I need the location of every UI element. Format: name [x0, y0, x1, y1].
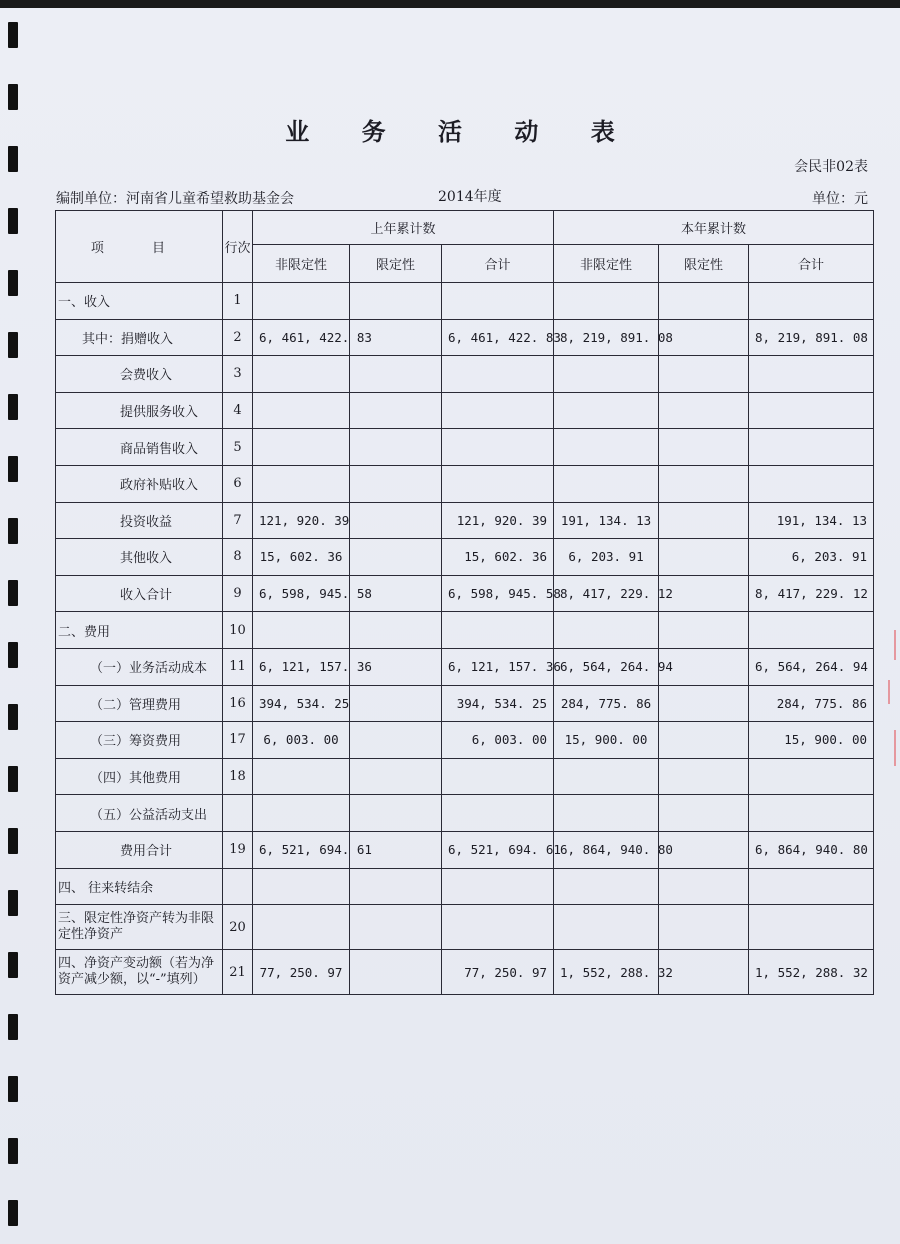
row-prev-total: 77, 250. 97 [442, 950, 554, 995]
row-prev-unrestricted [253, 758, 350, 795]
row-prev-unrestricted [253, 429, 350, 466]
row-prev-restricted [350, 905, 442, 950]
row-curr-total: 8, 417, 229. 12 [749, 575, 874, 612]
row-line: 10 [223, 612, 253, 649]
row-prev-unrestricted [253, 612, 350, 649]
row-item: 投资收益 [56, 502, 223, 539]
header-line-no: 行次 [223, 211, 253, 283]
row-prev-unrestricted: 394, 534. 25 [253, 685, 350, 722]
business-activity-table [55, 210, 874, 995]
row-curr-restricted [659, 612, 749, 649]
header-curr-unrestricted: 非限定性 [554, 245, 659, 283]
table-row [56, 465, 874, 502]
row-curr-total [749, 465, 874, 502]
header-curr-year: 本年累计数 [554, 211, 874, 245]
row-prev-total: 6, 003. 00 [442, 722, 554, 759]
row-curr-unrestricted: 6, 203. 91 [554, 539, 659, 576]
row-prev-unrestricted [253, 356, 350, 393]
row-curr-unrestricted: 8, 219, 891. 08 [554, 319, 659, 356]
header-curr-restricted: 限定性 [659, 245, 749, 283]
row-prev-total [442, 429, 554, 466]
table-row [56, 685, 874, 722]
row-curr-total: 8, 219, 891. 08 [749, 319, 874, 356]
table-row [56, 356, 874, 393]
row-curr-unrestricted [554, 465, 659, 502]
row-line: 16 [223, 685, 253, 722]
row-prev-restricted [350, 356, 442, 393]
row-prev-unrestricted: 77, 250. 97 [253, 950, 350, 995]
row-line: 19 [223, 831, 253, 868]
row-prev-restricted [350, 685, 442, 722]
row-curr-unrestricted: 284, 775. 86 [554, 685, 659, 722]
table-row [56, 283, 874, 320]
row-curr-restricted [659, 905, 749, 950]
row-line: 2 [223, 319, 253, 356]
row-prev-total [442, 392, 554, 429]
row-item: 收入合计 [56, 575, 223, 612]
row-prev-restricted [350, 795, 442, 832]
row-curr-total [749, 356, 874, 393]
row-curr-unrestricted [554, 429, 659, 466]
row-line: 9 [223, 575, 253, 612]
row-curr-restricted [659, 502, 749, 539]
row-prev-unrestricted [253, 465, 350, 502]
row-prev-restricted [350, 758, 442, 795]
row-prev-restricted [350, 868, 442, 905]
row-prev-restricted [350, 950, 442, 995]
row-curr-restricted [659, 356, 749, 393]
fiscal-period: 2014年度 [438, 189, 502, 205]
row-prev-total: 15, 602. 36 [442, 539, 554, 576]
header-prev-unrestricted: 非限定性 [253, 245, 350, 283]
row-item: 会费收入 [56, 356, 223, 393]
row-line: 7 [223, 502, 253, 539]
row-curr-restricted [659, 392, 749, 429]
row-curr-total [749, 795, 874, 832]
row-curr-total: 284, 775. 86 [749, 685, 874, 722]
row-curr-total: 1, 552, 288. 32 [749, 950, 874, 995]
header-prev-total: 合计 [442, 245, 554, 283]
row-prev-unrestricted [253, 283, 350, 320]
row-curr-unrestricted: 6, 864, 940. 80 [554, 831, 659, 868]
table-row [56, 539, 874, 576]
row-curr-restricted [659, 539, 749, 576]
row-item: （二）管理费用 [56, 685, 223, 722]
row-curr-total: 6, 203. 91 [749, 539, 874, 576]
row-prev-unrestricted: 6, 003. 00 [253, 722, 350, 759]
row-line [223, 795, 253, 832]
row-curr-total [749, 392, 874, 429]
header-row-top [56, 211, 874, 245]
row-line [223, 868, 253, 905]
row-curr-unrestricted: 6, 564, 264. 94 [554, 648, 659, 685]
row-curr-restricted [659, 429, 749, 466]
meta-row [56, 188, 868, 210]
row-curr-restricted [659, 795, 749, 832]
row-prev-restricted [350, 392, 442, 429]
row-curr-unrestricted: 8, 417, 229. 12 [554, 575, 659, 612]
row-prev-restricted [350, 539, 442, 576]
binding-holes [8, 12, 20, 1244]
row-curr-unrestricted: 15, 900. 00 [554, 722, 659, 759]
row-item: 其中：捐赠收入 [56, 319, 223, 356]
row-curr-total [749, 758, 874, 795]
row-prev-total: 6, 461, 422. 83 [442, 319, 554, 356]
row-prev-total: 6, 521, 694. 61 [442, 831, 554, 868]
header-curr-total: 合计 [749, 245, 874, 283]
row-item: 政府补贴收入 [56, 465, 223, 502]
row-curr-total: 15, 900. 00 [749, 722, 874, 759]
table-row [56, 612, 874, 649]
preparing-unit: 编制单位：河南省儿童希望救助基金会 [56, 191, 294, 207]
table-row [56, 502, 874, 539]
row-prev-total [442, 758, 554, 795]
row-curr-restricted [659, 758, 749, 795]
row-line: 18 [223, 758, 253, 795]
row-curr-restricted [659, 283, 749, 320]
row-curr-unrestricted [554, 356, 659, 393]
row-prev-total [442, 868, 554, 905]
row-curr-unrestricted: 1, 552, 288. 32 [554, 950, 659, 995]
row-curr-total: 6, 864, 940. 80 [749, 831, 874, 868]
row-line: 4 [223, 392, 253, 429]
row-item: （三）筹资费用 [56, 722, 223, 759]
header-prev-restricted: 限定性 [350, 245, 442, 283]
header-item: 项 目 [56, 211, 223, 283]
row-prev-total: 121, 920. 39 [442, 502, 554, 539]
row-prev-restricted [350, 465, 442, 502]
row-curr-unrestricted [554, 283, 659, 320]
row-prev-total [442, 905, 554, 950]
document-title: 业 务 活 动 表 [285, 118, 637, 146]
table-row [56, 950, 874, 995]
row-prev-unrestricted [253, 392, 350, 429]
row-curr-total [749, 868, 874, 905]
row-item: 其他收入 [56, 539, 223, 576]
row-curr-total [749, 905, 874, 950]
row-prev-restricted [350, 722, 442, 759]
row-item: 二、费用 [56, 612, 223, 649]
table-row [56, 831, 874, 868]
row-curr-restricted [659, 868, 749, 905]
row-curr-unrestricted: 191, 134. 13 [554, 502, 659, 539]
row-prev-total: 394, 534. 25 [442, 685, 554, 722]
row-curr-total: 6, 564, 264. 94 [749, 648, 874, 685]
table-row [56, 648, 874, 685]
row-line: 20 [223, 905, 253, 950]
table-row [56, 429, 874, 466]
row-prev-restricted [350, 612, 442, 649]
row-prev-total: 6, 598, 945. 58 [442, 575, 554, 612]
row-curr-unrestricted [554, 612, 659, 649]
row-item: 一、收入 [56, 283, 223, 320]
row-curr-total [749, 283, 874, 320]
row-prev-unrestricted: 6, 598, 945. 58 [253, 575, 350, 612]
header-prev-year: 上年累计数 [253, 211, 554, 245]
row-prev-total [442, 283, 554, 320]
row-curr-unrestricted [554, 758, 659, 795]
row-prev-unrestricted [253, 868, 350, 905]
table-row [56, 319, 874, 356]
row-prev-total: 6, 121, 157. 36 [442, 648, 554, 685]
row-prev-restricted [350, 429, 442, 466]
row-prev-restricted [350, 283, 442, 320]
row-prev-unrestricted: 6, 461, 422. 83 [253, 319, 350, 356]
row-line: 5 [223, 429, 253, 466]
form-code: 会民非02表 [794, 159, 868, 175]
row-prev-unrestricted: 6, 521, 694. 61 [253, 831, 350, 868]
row-curr-unrestricted [554, 905, 659, 950]
row-prev-unrestricted: 121, 920. 39 [253, 502, 350, 539]
table-row [56, 758, 874, 795]
row-prev-total [442, 795, 554, 832]
table-row [56, 392, 874, 429]
row-line: 1 [223, 283, 253, 320]
row-curr-total [749, 429, 874, 466]
row-item: 四、 往来转结余 [56, 868, 223, 905]
row-item: 三、限定性净资产转为非限定性净资产 [56, 905, 223, 950]
table-row [56, 868, 874, 905]
row-item: 提供服务收入 [56, 392, 223, 429]
row-prev-total [442, 465, 554, 502]
row-curr-unrestricted [554, 392, 659, 429]
row-item: （四）其他费用 [56, 758, 223, 795]
row-item: 费用合计 [56, 831, 223, 868]
row-line: 11 [223, 648, 253, 685]
seal-stamp-edge [878, 620, 900, 780]
table-row [56, 795, 874, 832]
table-row [56, 905, 874, 950]
row-item: （五）公益活动支出 [56, 795, 223, 832]
row-curr-restricted [659, 722, 749, 759]
row-item: 商品销售收入 [56, 429, 223, 466]
row-curr-unrestricted [554, 868, 659, 905]
row-curr-restricted [659, 685, 749, 722]
row-prev-unrestricted: 6, 121, 157. 36 [253, 648, 350, 685]
row-item: 四、净资产变动额（若为净资产减少额，以“-”填列） [56, 950, 223, 995]
row-prev-total [442, 356, 554, 393]
row-prev-total [442, 612, 554, 649]
row-prev-unrestricted: 15, 602. 36 [253, 539, 350, 576]
row-curr-restricted [659, 465, 749, 502]
row-line: 21 [223, 950, 253, 995]
row-line: 6 [223, 465, 253, 502]
table-row [56, 575, 874, 612]
row-line: 3 [223, 356, 253, 393]
row-curr-total [749, 612, 874, 649]
row-prev-unrestricted [253, 905, 350, 950]
row-curr-total: 191, 134. 13 [749, 502, 874, 539]
table-row [56, 722, 874, 759]
scan-top-edge [0, 0, 900, 8]
currency-unit: 单位：元 [812, 191, 868, 207]
row-prev-unrestricted [253, 795, 350, 832]
row-prev-restricted [350, 502, 442, 539]
row-curr-unrestricted [554, 795, 659, 832]
row-item: （一）业务活动成本 [56, 648, 223, 685]
row-line: 17 [223, 722, 253, 759]
row-line: 8 [223, 539, 253, 576]
